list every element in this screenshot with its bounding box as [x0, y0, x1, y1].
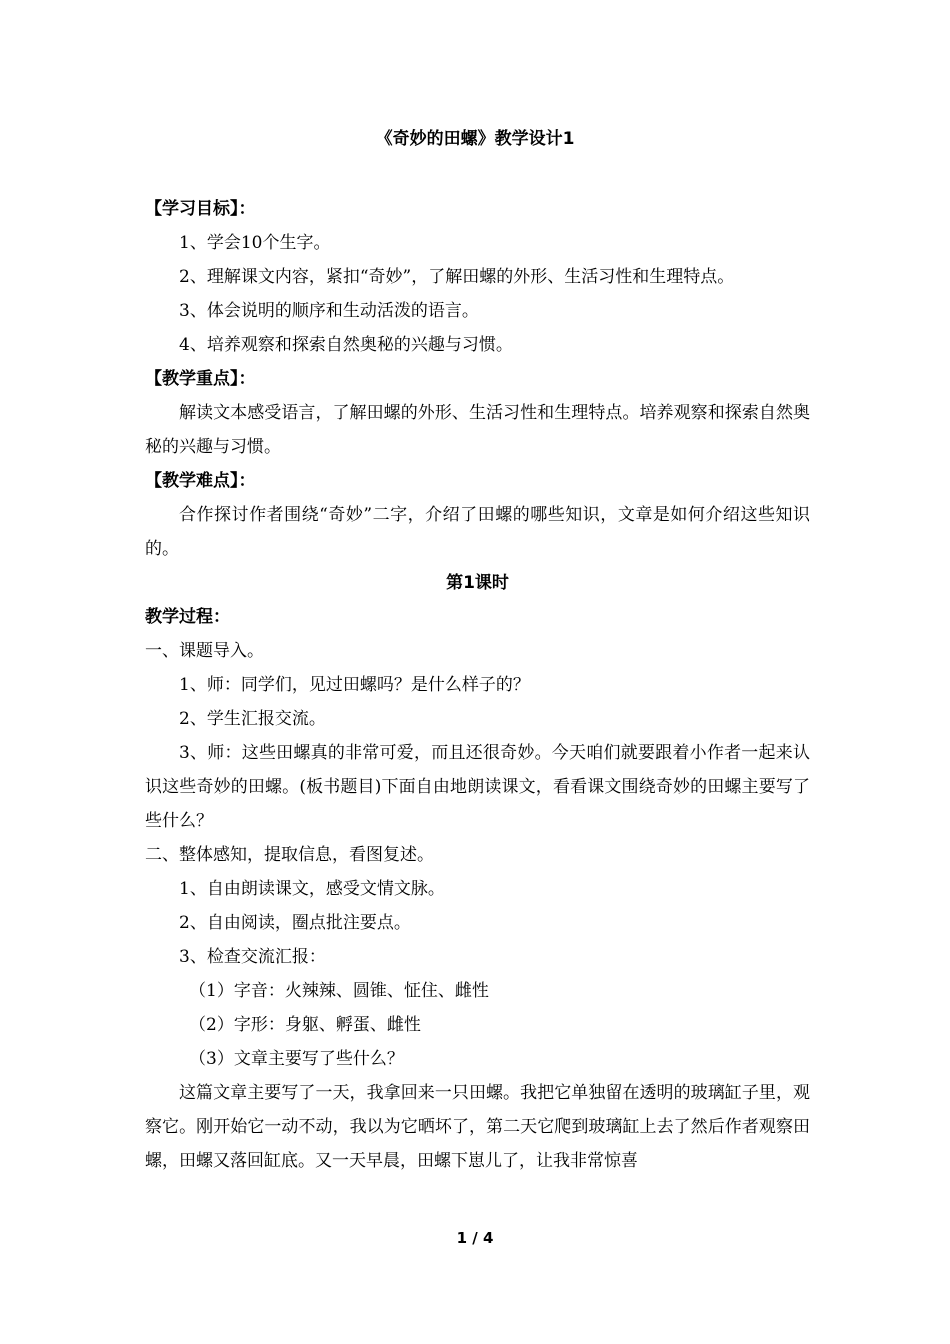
- section-title: 二、整体感知，提取信息，看图复述。: [145, 845, 434, 865]
- process-heading: 教学过程：: [145, 607, 230, 627]
- objective-item: 2、理解课文内容，紧扣“奇妙”，了解田螺的外形、生活习性和生理特点。: [179, 267, 735, 287]
- objective-item: 4、培养观察和探索自然奥秘的兴趣与习惯。: [179, 335, 513, 355]
- objective-item: 1、学会10个生字。: [179, 233, 331, 253]
- sub-list-item: （1）字音：火辣辣、圆锥、怔住、雌性: [189, 981, 489, 1001]
- key-points-heading: 【教学重点】：: [145, 369, 256, 389]
- sub-list-item: （3）文章主要写了些什么？: [189, 1049, 404, 1069]
- section-title: 一、课题导入。: [145, 641, 264, 661]
- summary-paragraph: 这篇文章主要写了一天，我拿回来一只田螺。我把它单独留在透明的玻璃缸子里，观察它。刚开始它一动不动，我以为它晒坏了，第二天它爬到玻璃缸上去了然后作者观察田螺，田螺又落回缸底。又一天早晨，田螺下崽儿了，让我非常惊喜: [145, 1083, 810, 1171]
- difficulties-heading: 【教学难点】：: [145, 471, 256, 491]
- sub-list-item: （2）字形：身躯、孵蛋、雌性: [189, 1015, 421, 1035]
- list-item: 1、自由朗读课文，感受文情文脉。: [179, 879, 445, 899]
- lesson-heading: 第1课时: [446, 573, 509, 593]
- list-item: 2、学生汇报交流。: [179, 709, 326, 729]
- key-points-text: 解读文本感受语言，了解田螺的外形、生活习性和生理特点。培养观察和探索自然奥秘的兴趣与习惯。: [145, 403, 810, 457]
- difficulties-text: 合作探讨作者围绕“奇妙”二字，介绍了田螺的哪些知识，文章是如何介绍这些知识的。: [145, 505, 810, 559]
- document-body: [145, 192, 810, 1178]
- objectives-heading: 【学习目标】：: [145, 199, 256, 219]
- list-item-paragraph: 3、师：这些田螺真的非常可爱，而且还很奇妙。今天咱们就要跟着小作者一起来认识这些奇妙的田螺。(板书题目)下面自由地朗读课文，看看课文围绕奇妙的田螺主要写了些什么？: [145, 743, 810, 831]
- list-item: 2、自由阅读，圈点批注要点。: [179, 913, 411, 933]
- objective-item: 3、体会说明的顺序和生动活泼的语言。: [179, 301, 479, 321]
- page-number: 1 / 4: [456, 1229, 494, 1247]
- list-item: 3、检查交流汇报：: [179, 947, 326, 967]
- document-title: 《奇妙的田螺》教学设计1: [375, 129, 575, 149]
- list-item: 1、师：同学们，见过田螺吗？是什么样子的？: [179, 675, 530, 695]
